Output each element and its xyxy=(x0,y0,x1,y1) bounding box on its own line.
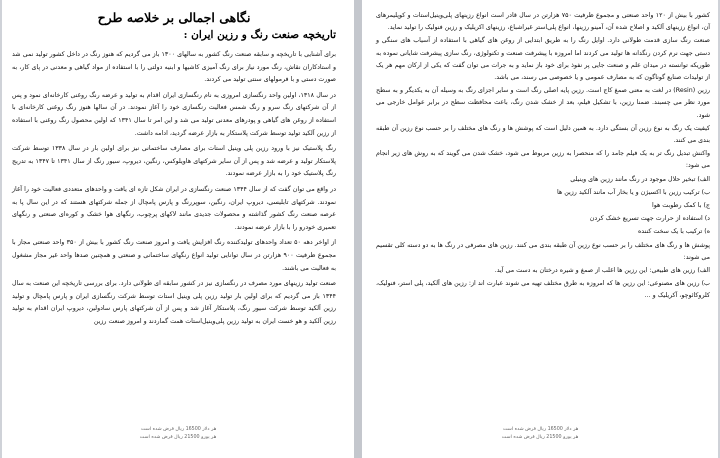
footnote-dollar-rate: هر دلار 16500 ریال فرض شده است xyxy=(141,427,217,432)
list-item: د) استفاده از حرارت جهت تسریع خشک کردن xyxy=(589,215,710,223)
list-item: الف) رزین های طبیعی: این رزین ها اغلب از صمغ و شیره درختان به دست می آید. xyxy=(494,267,710,275)
page-gutter xyxy=(354,0,362,458)
paragraph: کشور با بیش از ۱۲۰ واحد صنعتی و مجموع ظرفیت ۷۵۰ هزارتن در سال قادر است انواع رزینهای پلی‌وینیل‌استات و کوپلیمرهای آن، انواع رزینهای آلکید و اصلاح شده آن، آمینو رزینها، انواع پلی‌استر غیراشباع، رزینهای اکریلیک و رزین فنولیک را تولید نماید. xyxy=(376,12,710,32)
paragraph: رنگ پلاستیک نیز با ورود رزین پلی وینیل استات برای مصارف ساختمانی نیز برای اولین بار در سال ۱۳۳۸ توسط شرکت پلاستکار تولید و عرضه شد و پس از آن سایر شرکتهای هاویلوکس، رنگین، دیروپ، سیور رنگ از سال ۱۳۴۱ تا ۱۳۴۷ به تدریج رنگ پلاستیک خود را به بازار عرضه نمودند. xyxy=(12,145,336,178)
paragraph: کیفیت یک رنگ به نوع رزین آن بستگی دارد. به همین دلیل است که پوشش ها و رنگ های مختلف را بر حسب نوع رزین آن طبقه بندی می کنند. xyxy=(376,124,710,145)
paragraph: از اواخر دهه ۵۰ تعداد واحدهای تولیدکننده رنگ افزایش یافت و امروز صنعت رنگ کشور با بیش از ۳۵۰ واحد صنعتی مجاز با مجموع ظرفیت ۹۰۰ هزارتن در سال توانایی تولید انواع رنگهای ساختمانی و صنعتی و همچنین صدها واحد غیر مجاز مشغول به فعالیت می باشند. xyxy=(12,239,337,272)
list-item: ج) با کمک رطوبت هوا xyxy=(651,202,710,210)
list-item: الف) تبخیر حلال موجود در رنگ مانند رزین های وینیلی xyxy=(570,175,710,183)
document-title: نگاهی اجمالی بر خلاصه طرح xyxy=(97,10,251,25)
footnote-euro-rate: هر یورو 21500 ریال فرض شده است xyxy=(501,435,579,440)
paragraph: واکنش تبدیل رنگ تر به یک فیلم جامد را که منحصرا به رزین مربوط می شود، خشک شدن می گویند که به روش های زیر انجام می شود: xyxy=(376,150,710,170)
document-page-right xyxy=(362,0,718,458)
list-item: ه) ترکیب با یک سخت کننده xyxy=(637,228,710,236)
section-heading-history: تاریخچه صنعت رنگ و رزین ایران : xyxy=(183,29,336,41)
paragraph: در واقع می توان گفت که از سال ۱۳۴۴ صنعت رنگسازی در ایران شکل تازه ای یافت و واحدهای متعددی فعالیت خود را آغاز نمودند. شرکتهای تابلیسی، دیروپ ایران، رنگین، سوپررنگ و پارس پامچال از جمله شرکتهای هستند که در این سال پا به عرصه صنعت رنگ کشور گذاشته و محصولات جدیدی مانند لاکهای پرچوب، رنگهای هوا خشک و کوره‌ای صنعتی و رنگهای تعمیری خودرو را با بازار عرضه نمودند. xyxy=(12,185,337,231)
paragraph: صنعت رنگ سازی قدمت طولانی دارد. اوایل رنگ را به طریق ابتدایی از روغن های گیاهی با استفاده از آسیاب های سنگی و دستی جهت نرم کردن رنگدانه ها تولید می کردند اما امروزه با پیشرفت صنعت و تکنولوژی، رنگ سازی پیشرفت شایانی نموده به طوریکه توانسته در میدان علم و صنعت جایی پر نفوذ برای خود باز نماید و به جرات می توان گفت که یکی از ارکان مهم هر یک از تولیدات صنایع گوناگون که به مصارف عمومی و یا خصوصی می رسند، می باشد. xyxy=(376,37,710,82)
footnote-dollar-rate: هر دلار 16500 ریال فرض شده است xyxy=(503,427,579,432)
paragraph: صنعت تولید رزینهای مورد مصرف در رنگسازی نیز در کشور سابقه ای طولانی دارد. برای بررسی تاریخچه این صنعت به سال ۱۳۴۴ باز می گردیم که برای اولین بار تولید رزین پلی وینیل استات توسط شرکت رنگسازی ایران و پارس پامچال و تولید رزین آلکید توسط شرکت سیور رنگ، پلاستکار آغاز شد و پس از آن شرکتهای پارس سادولین، دیروپ ایران اقدام به تولید رزین آلکید و هو خست ایران به تولید رزین پلی‌وینیل‌استات همت گماردند و امروز صنعت رزین xyxy=(12,280,336,325)
paragraph: در سال ۱۳۱۸، اولین واحد رنگسازی امروزی به نام رنگسازی ایران اقدام به تولید و عرضه رنگ روغنی کارخانه‌ای نمود و پس از آن شرکتهای رنگ سرو و رنگ شمس فعالیت رنگسازی خود را آغاز نمودند. در آن سالها هنوز رنگ روغنی کارخانه‌ای با استفاده از روغن های گیاهی و پودرهای معدنی تولید می شد و این امر تا سال ۱۳۴۱ که اولین محصول رنگ روغنی با استفاده از رزین آلکید تولید توسط شرکت پلاستکار به بازار عرضه گردید، ادامه داشت. xyxy=(12,91,336,137)
document-page-left xyxy=(2,0,354,458)
page-footer xyxy=(362,426,718,442)
list-item: ب) ترکیب رزین با اکسیژن و یا بخار آب مانند آلکید رزین ها xyxy=(556,188,710,196)
paragraph: برای آشنایی با تاریخچه و سابقه صنعت رنگ کشور به سالهای ۱۳۰۰ باز می گردیم که هنوز رنگ در داخل کشور تولید نمی شد و استادکاران نقاش، رنگ مورد نیاز برای رنگ آمیزی کاشیها و ابنیه دولتی را با استفاده از مواد گیاهی و معدنی در پای کار، به صورت دستی و با فرمولهای سنتی تولید می کردند. xyxy=(12,51,336,84)
footnote-euro-rate: هر یورو 21500 ریال فرض شده است xyxy=(139,435,217,440)
list-item: ب) رزین های مصنوعی: این رزین ها که امروزه به طرق مختلف تهیه می شوند عبارت اند از: رزین های آلکید، پلی استر، فنولیک، کلروکائوچو، آکریلیک و ... xyxy=(376,280,710,300)
paragraph: پوشش ها و رنگ های مختلف را بر حسب نوع رزین آن طبقه بندی می کنند. رزین های مصرفی در رنگ ها به دو دسته کلی تقسیم می شوند: xyxy=(376,241,710,261)
paragraph: رزین (Resin) در لغت به معنی صمغ کاج است. رزین پایه اصلی رنگ است و سایر اجزای رنگ به وسیله آن به یکدیگر و به سطح مورد نظر می چسبند. ضمنا رزین، با تشکیل فیلم، بعد از خشک شدن رنگ، باعث محافظت سطح در برابر عوامل خارجی می شود. xyxy=(376,87,710,119)
page-footer xyxy=(2,426,354,442)
